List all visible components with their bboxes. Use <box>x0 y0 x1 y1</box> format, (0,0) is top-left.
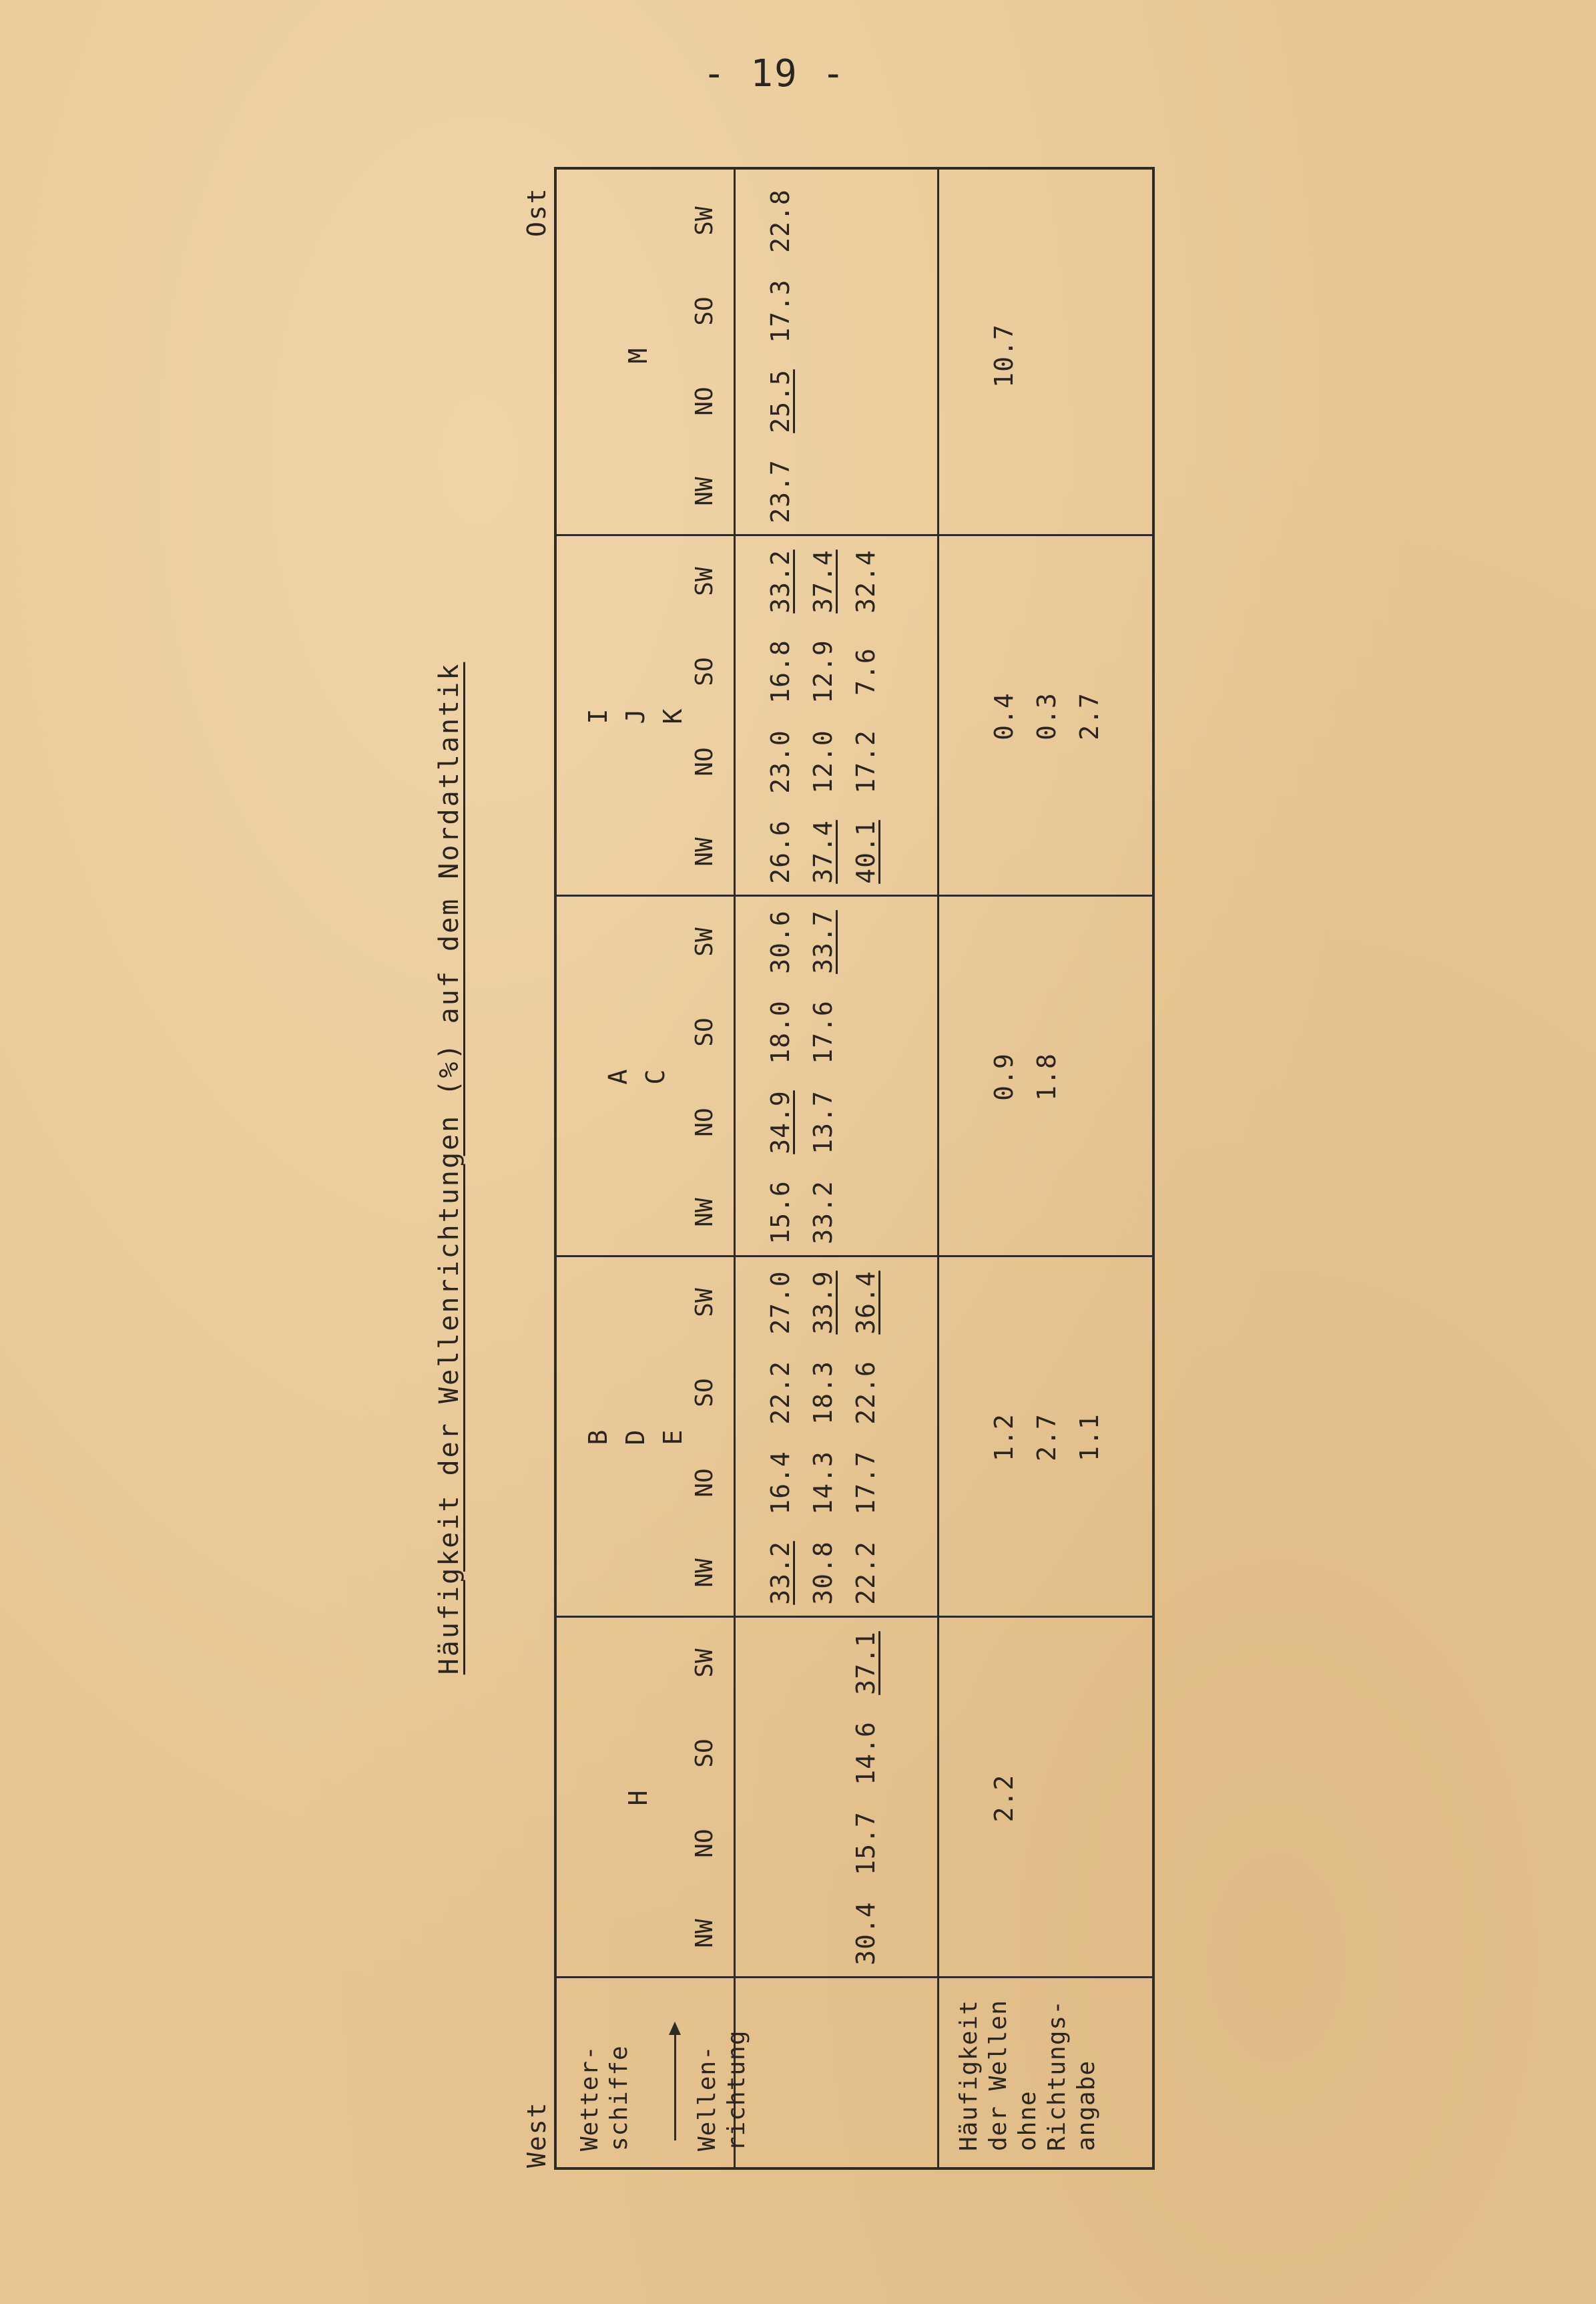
direction-header: NO <box>691 1468 718 1497</box>
no-direction-value: 0.3 <box>1032 692 1061 740</box>
column-divider <box>557 1255 1152 1257</box>
data-cell: 16.8 <box>766 640 795 704</box>
data-cell: 17.3 <box>766 279 795 343</box>
data-cell: 25.5 <box>766 369 795 433</box>
direction-header: SW <box>691 1288 718 1317</box>
header-divider <box>734 170 736 2167</box>
arrow-line <box>674 2034 676 2140</box>
data-cell: 18.3 <box>808 1361 838 1425</box>
direction-header: NW <box>691 1919 718 1948</box>
no-direction-value: 2.2 <box>989 1774 1019 1823</box>
ship-label: M <box>623 348 653 364</box>
data-cell: 36.4 <box>851 1271 880 1335</box>
ship-label: I <box>583 708 613 724</box>
data-cell: 18.0 <box>766 1000 795 1064</box>
data-cell: 32.4 <box>851 549 880 614</box>
data-cell: 13.7 <box>808 1090 838 1154</box>
label-west: West <box>522 2101 551 2168</box>
ship-label: K <box>658 708 688 724</box>
data-cell: 23.7 <box>766 459 795 523</box>
ship-label: B <box>583 1429 613 1445</box>
direction-header: NW <box>691 1198 718 1227</box>
data-divider <box>937 170 939 2167</box>
ships-label: Wetter- schiffe <box>576 2045 633 2151</box>
direction-header: NO <box>691 1829 718 1858</box>
data-cell: 26.6 <box>766 820 795 884</box>
data-cell: 27.0 <box>766 1271 795 1335</box>
direction-header: SO <box>691 657 718 686</box>
no-direction-value: 10.7 <box>989 324 1019 388</box>
data-cell: 17.7 <box>851 1451 880 1515</box>
ship-label: C <box>641 1069 670 1085</box>
no-direction-value: 0.4 <box>989 692 1019 740</box>
direction-header: SW <box>691 1648 718 1678</box>
data-cell: 17.2 <box>851 730 880 794</box>
data-cell: 30.8 <box>808 1541 838 1605</box>
data-cell: 33.9 <box>808 1271 838 1335</box>
direction-header: NO <box>691 387 718 416</box>
data-cell: 37.1 <box>851 1631 880 1695</box>
no-direction-value: 1.1 <box>1075 1413 1104 1461</box>
table-title: Häufigkeit der Wellenrichtungen (%) auf dem Nordatlantik <box>434 662 465 1675</box>
data-cell: 22.8 <box>766 189 795 253</box>
direction-header: SW <box>691 206 718 236</box>
data-cell: 12.0 <box>808 730 838 794</box>
no-direction-value: 0.9 <box>989 1053 1019 1101</box>
data-cell: 37.4 <box>808 549 838 614</box>
rotated-table-area <box>434 167 1235 2170</box>
no-direction-label: Häufigkeit der Wellen ohne Richtungs- angabe <box>955 2000 1100 2151</box>
data-cell: 14.3 <box>808 1451 838 1515</box>
page-number: - 19 - <box>702 52 846 95</box>
data-cell: 33.2 <box>766 1541 795 1605</box>
data-cell: 40.1 <box>851 820 880 884</box>
direction-header: NO <box>691 747 718 776</box>
wave-direction-table <box>554 167 1155 2170</box>
data-cell: 37.4 <box>808 820 838 884</box>
data-cell: 33.2 <box>808 1180 838 1244</box>
ship-label: E <box>658 1429 688 1445</box>
no-direction-value: 2.7 <box>1032 1413 1061 1461</box>
direction-header: SO <box>691 1378 718 1407</box>
data-cell: 22.6 <box>851 1361 880 1425</box>
direction-label: Wellen- richtung <box>694 2030 750 2151</box>
data-cell: 15.7 <box>851 1811 880 1875</box>
no-direction-value: 2.7 <box>1075 692 1104 740</box>
data-cell: 23.0 <box>766 730 795 794</box>
direction-header: SW <box>691 567 718 596</box>
data-cell: 15.6 <box>766 1180 795 1244</box>
ship-label: D <box>621 1429 650 1445</box>
data-cell: 33.2 <box>766 549 795 614</box>
label-ost: Ost <box>522 187 551 237</box>
direction-header: NW <box>691 477 718 506</box>
column-divider <box>557 534 1152 536</box>
data-cell: 17.6 <box>808 1000 838 1064</box>
direction-header: NW <box>691 837 718 867</box>
arrow-right-icon <box>669 2022 681 2035</box>
ship-label: J <box>621 708 650 724</box>
data-cell: 12.9 <box>808 640 838 704</box>
data-cell: 33.7 <box>808 910 838 974</box>
data-cell: 30.6 <box>766 910 795 974</box>
data-cell: 16.4 <box>766 1451 795 1515</box>
direction-header: NW <box>691 1558 718 1588</box>
no-direction-value: 1.8 <box>1032 1053 1061 1101</box>
data-cell: 34.9 <box>766 1090 795 1154</box>
ship-label: A <box>603 1069 633 1085</box>
data-cell: 22.2 <box>851 1541 880 1605</box>
data-cell: 7.6 <box>851 648 880 696</box>
direction-header: SO <box>691 1739 718 1768</box>
data-cell: 30.4 <box>851 1901 880 1966</box>
data-cell: 22.2 <box>766 1361 795 1425</box>
direction-header: SO <box>691 296 718 326</box>
no-direction-value: 1.2 <box>989 1413 1019 1461</box>
direction-header: SW <box>691 927 718 957</box>
ship-label: H <box>623 1790 653 1806</box>
direction-header: SO <box>691 1017 718 1047</box>
direction-header: NO <box>691 1108 718 1137</box>
data-cell: 14.6 <box>851 1721 880 1785</box>
